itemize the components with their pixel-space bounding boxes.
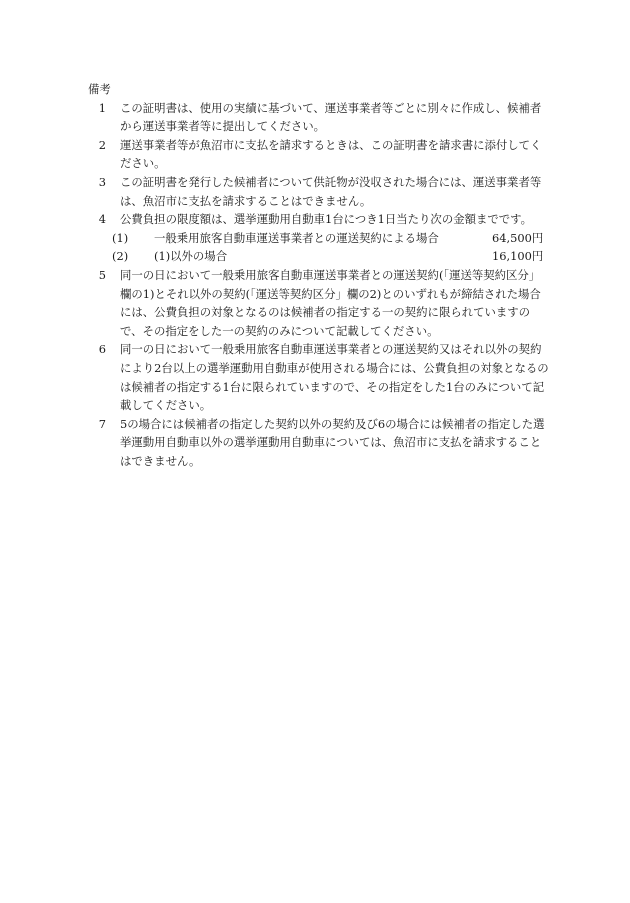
limit-number: (1) — [112, 230, 129, 245]
note-text: この証明書は、使用の実績に基づいて、運送事業者等ごとに別々に作成し、候補者から運送事業者等に提出してください。 — [120, 100, 542, 134]
note-text: 同一の日において一般乗用旅客自動車運送事業者との運送契約又はそれ以外の契約により2台以上の選挙運動用自動車が使用される場合には、公費負担の対象となるのは候補者の指定する1台に限られていますので、その指定をした1台のみについて記載してください。 — [120, 342, 549, 413]
note-item-2 — [88, 136, 550, 173]
note-number: 3 — [98, 174, 106, 189]
note-item-4 — [88, 210, 550, 229]
limit-text: 一般乗用旅客自動車運送事業者との運送契約による場合 — [154, 230, 439, 245]
notes-list — [88, 99, 550, 229]
note-number: 7 — [98, 416, 106, 431]
note-item-3 — [88, 173, 550, 210]
limit-text: (1)以外の場合 — [154, 249, 228, 264]
note-text: 同一の日において一般乗用旅客自動車運送事業者との運送契約(「運送等契約区分」欄の1)とそれ以外の契約(「運送等契約区分」欄の2)とのいずれもが締結された場合には、公費負担の対象となるのは候補者の指定する一の契約に限られていますので、その指定をした一の契約のみについて記載してください。 — [120, 267, 541, 338]
note-number: 2 — [98, 137, 106, 152]
notes-list-continued — [88, 266, 550, 471]
limit-amount: 16,100円 — [492, 249, 544, 264]
limit-row-2 — [88, 247, 550, 266]
remarks-section — [88, 80, 550, 470]
note-text: 公費負担の限度額は、選挙運動用自動車1台につき1日当たり次の金額までです。 — [120, 212, 533, 227]
note-item-6 — [88, 340, 550, 414]
note-number: 4 — [98, 212, 106, 227]
note-number: 5 — [98, 267, 106, 282]
note-text: 5の場合には候補者の指定した契約以外の契約及び6の場合には候補者の指定した選挙運動用自動車以外の選挙運動用自動車については、魚沼市に支払を請求することはできません。 — [120, 416, 545, 468]
note-number: 6 — [98, 342, 106, 357]
remarks-heading: 備考 — [88, 82, 111, 96]
note-text: この証明書を発行した候補者について供託物が没収された場合には、運送事業者等は、魚沼市に支払を請求することはできません。 — [120, 174, 542, 208]
limit-amount: 64,500円 — [492, 230, 544, 245]
note-item-1 — [88, 99, 550, 136]
note-item-7 — [88, 415, 550, 471]
note-text: 運送事業者等が魚沼市に支払を請求するときは、この証明書を請求書に添付してください。 — [120, 137, 542, 171]
note-number: 1 — [98, 100, 106, 115]
note-item-5 — [88, 266, 550, 340]
limit-row-1 — [88, 229, 550, 248]
limit-number: (2) — [112, 249, 129, 264]
